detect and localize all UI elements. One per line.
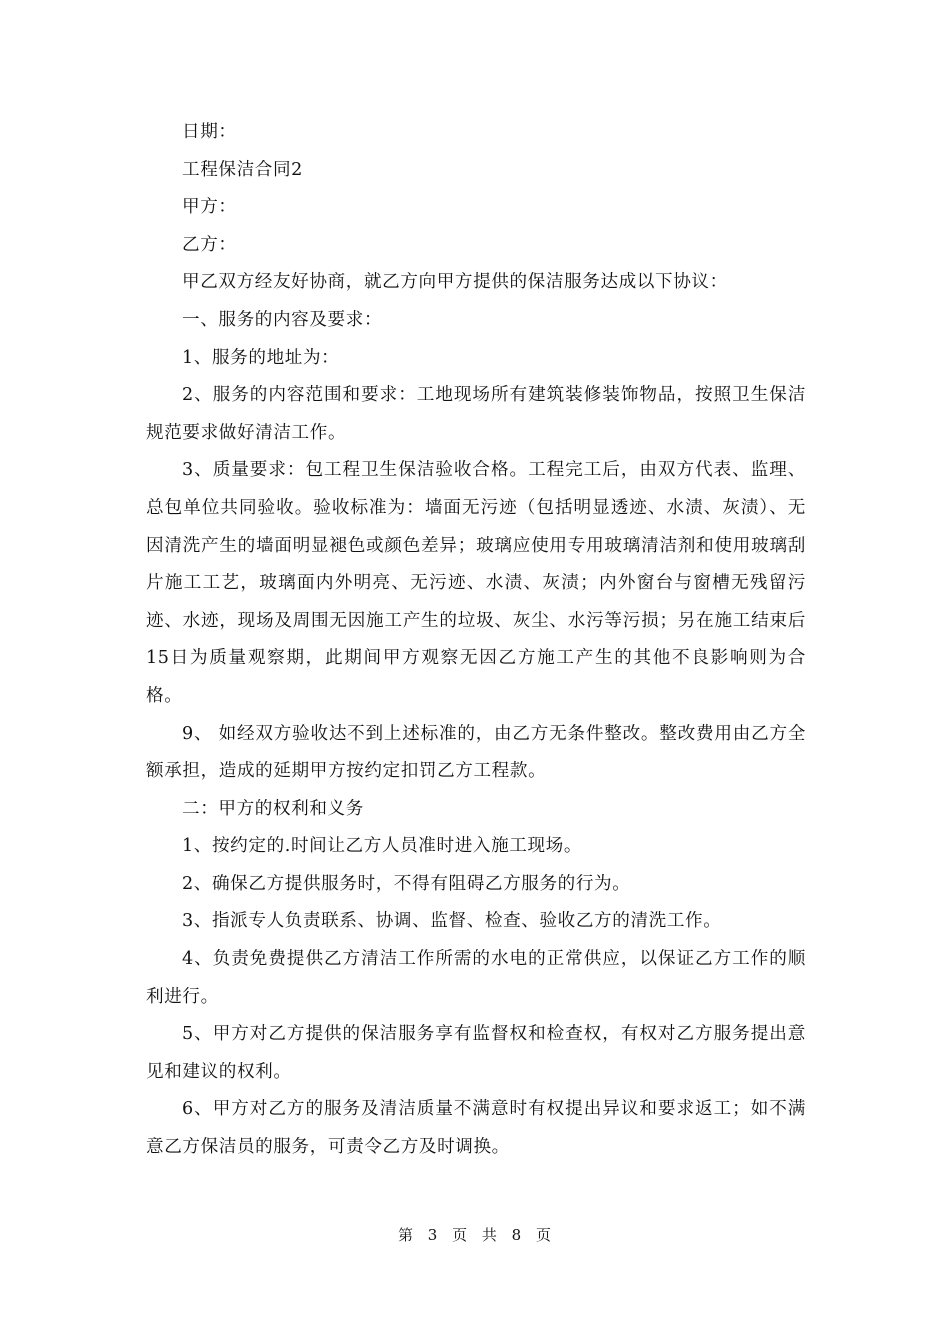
preamble-paragraph: 甲乙双方经友好协商，就乙方向甲方提供的保洁服务达成以下协议： <box>182 272 728 293</box>
document-body <box>146 114 806 1167</box>
clause-1-address: 1、服务的地址为： <box>182 347 340 368</box>
party-a-line: 甲方： <box>182 197 237 218</box>
party-a-duty-4: 4、负责免费提供乙方清洁工作所需的水电的正常供应，以保证乙方工作的顺利进行。 <box>146 949 806 1007</box>
date-line: 日期： <box>182 122 237 142</box>
party-a-duty-2: 2、确保乙方提供服务时，不得有阻碍乙方服务的行为。 <box>182 873 631 894</box>
clause-2-scope: 2、服务的内容范围和要求：工地现场所有建筑装修装饰物品，按照卫生保洁规范要求做好清洁工作。 <box>146 385 806 443</box>
party-a-duty-5: 5、甲方对乙方提供的保洁服务享有监督权和检查权，有权对乙方服务提出意见和建议的权利。 <box>146 1024 806 1082</box>
party-b-line: 乙方： <box>182 234 237 255</box>
clause-3-quality: 3、质量要求：包工程卫生保洁验收合格。工程完工后，由双方代表、监理、总包单位共同验收。验收标准为：墙面无污迹（包括明显透迹、水渍、灰渍）、无因清洗产生的墙面明显褪色或颜色差异；玻璃应使用专用玻璃清洁剂和使用玻璃刮片施工工艺，玻璃面内外明亮、无污迹、水渍、灰渍；内外窗台与窗槽无残留污迹、水迹，现场及周围无因施工产生的垃圾、灰尘、水污等污损；另在施工结束后15日为质量观察期，此期间甲方观察无因乙方施工产生的其他不良影响则为合格。 <box>146 460 806 706</box>
clause-9-rectification: 9、 如经双方验收达不到上述标准的，由乙方无条件整改。整改费用由乙方全额承担，造成的延期甲方按约定扣罚乙方工程款。 <box>146 723 806 782</box>
party-a-duty-1: 1、按约定的.时间让乙方人员准时进入施工现场。 <box>182 836 583 857</box>
section-one-heading: 一、服务的内容及要求： <box>182 309 383 330</box>
contract-title: 工程保洁合同2 <box>182 159 303 180</box>
party-a-duty-6: 6、甲方对乙方的服务及清洁质量不满意时有权提出异议和要求返工；如不满意乙方保洁员的服务，可责令乙方及时调换。 <box>146 1099 806 1158</box>
party-a-duty-3: 3、指派专人负责联系、协调、监督、检查、验收乙方的清洗工作。 <box>182 911 722 932</box>
section-two-heading: 二：甲方的权利和义务 <box>182 798 364 819</box>
page-footer: 第 3 页 共 8 页 <box>398 1226 552 1244</box>
